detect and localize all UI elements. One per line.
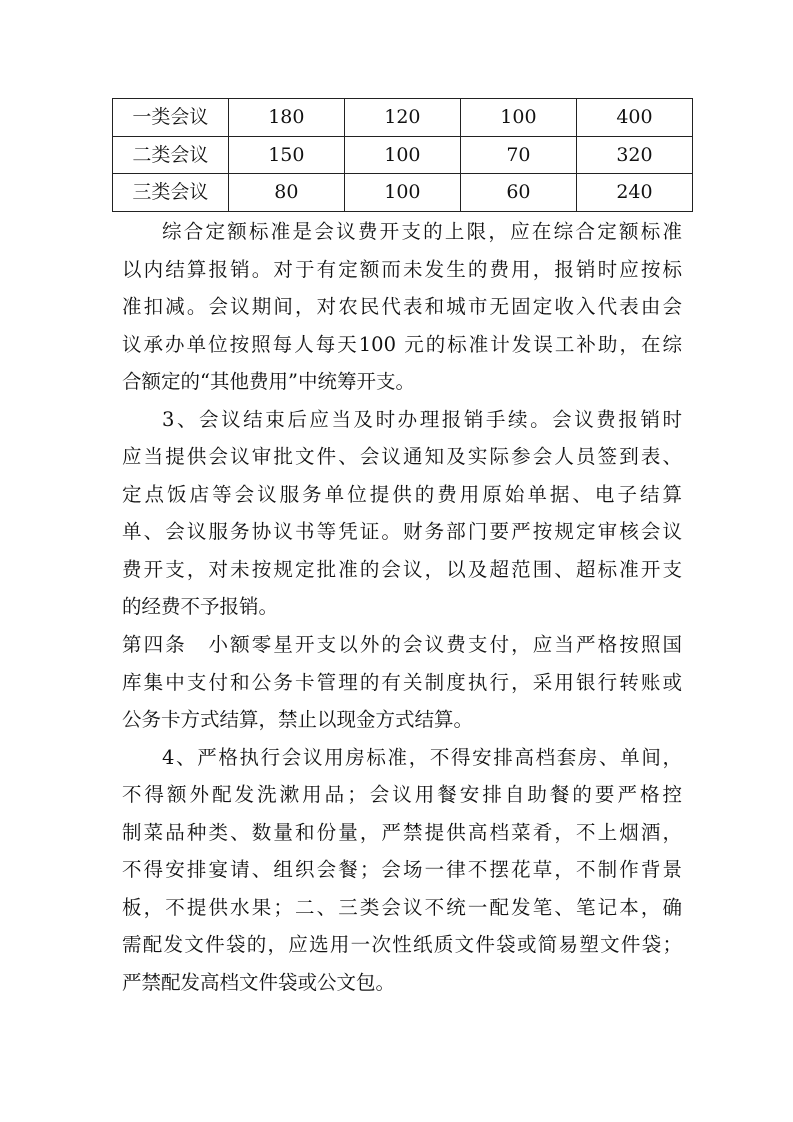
text-line: 综合定额标准是会议费开支的上限，应在综合定额标准	[162, 220, 682, 243]
text-line: 应当提供会议审批文件、会议通知及实际参会人员签到表、	[122, 445, 682, 469]
value-cell: 70	[460, 136, 576, 174]
text-line: 4、严格执行会议用房标准，不得安排高档套房、单间，	[162, 745, 682, 769]
text-line: 第四条 小额零星开支以外的会议费支付，应当严格按照国	[122, 633, 682, 657]
paragraph	[122, 213, 682, 401]
value-cell: 400	[576, 99, 692, 137]
value-cell: 150	[228, 136, 344, 174]
text-line: 议承办单位按照每人每天100 元的标准计发误工补助，在综	[122, 332, 682, 356]
text-line: 的经费不予报销。	[122, 595, 279, 619]
table-row	[113, 136, 693, 174]
text-line: 严禁配发高档文件袋或公文包。	[122, 970, 396, 994]
text-line: 3、会议结束后应当及时办理报销手续。会议费报销时	[162, 407, 682, 431]
value-cell: 320	[576, 136, 692, 174]
text-line: 单、会议服务协议书等凭证。财务部门要严按规定审核会议	[122, 520, 682, 544]
document-body	[122, 213, 682, 1001]
meeting-standard-table	[112, 98, 693, 212]
paragraph	[122, 739, 682, 1002]
text-line: 公务卡方式结算，禁止以现金方式结算。	[122, 708, 474, 732]
text-line: 不得安排宴请、组织会餐；会场一律不摆花草，不制作背景	[122, 858, 682, 882]
value-cell: 100	[344, 174, 460, 212]
table-row	[113, 99, 693, 137]
text-line: 合额定的“其他费用”中统筹开支。	[122, 370, 415, 394]
row-label-cell: 三类会议	[113, 174, 229, 212]
value-cell: 120	[344, 99, 460, 137]
text-line: 不得额外配发洗漱用品；会议用餐安排自助餐的要严格控	[122, 783, 682, 807]
value-cell: 100	[460, 99, 576, 137]
value-cell: 60	[460, 174, 576, 212]
text-line: 定点饭店等会议服务单位提供的费用原始单据、电子结算	[122, 482, 682, 506]
text-line: 库集中支付和公务卡管理的有关制度执行，采用银行转账或	[122, 670, 682, 694]
text-line: 费开支，对未按规定批准的会议，以及超范围、超标准开支	[122, 557, 682, 581]
value-cell: 180	[228, 99, 344, 137]
row-label-cell: 二类会议	[113, 136, 229, 174]
value-cell: 240	[576, 174, 692, 212]
row-label-cell: 一类会议	[113, 99, 229, 137]
text-line: 板，不提供水果；二、三类会议不统一配发笔、笔记本，确	[122, 895, 682, 919]
paragraph	[122, 401, 682, 626]
text-line: 准扣减。会议期间，对农民代表和城市无固定收入代表由会	[122, 295, 682, 319]
table-row	[113, 174, 693, 212]
paragraph	[122, 626, 682, 739]
text-line: 制菜品种类、数量和份量，严禁提供高档菜肴，不上烟酒，	[122, 820, 682, 844]
text-line: 需配发文件袋的，应选用一次性纸质文件袋或简易塑文件袋；	[122, 933, 682, 957]
value-cell: 100	[344, 136, 460, 174]
text-line: 以内结算报销。对于有定额而未发生的费用，报销时应按标	[122, 257, 682, 281]
value-cell: 80	[228, 174, 344, 212]
